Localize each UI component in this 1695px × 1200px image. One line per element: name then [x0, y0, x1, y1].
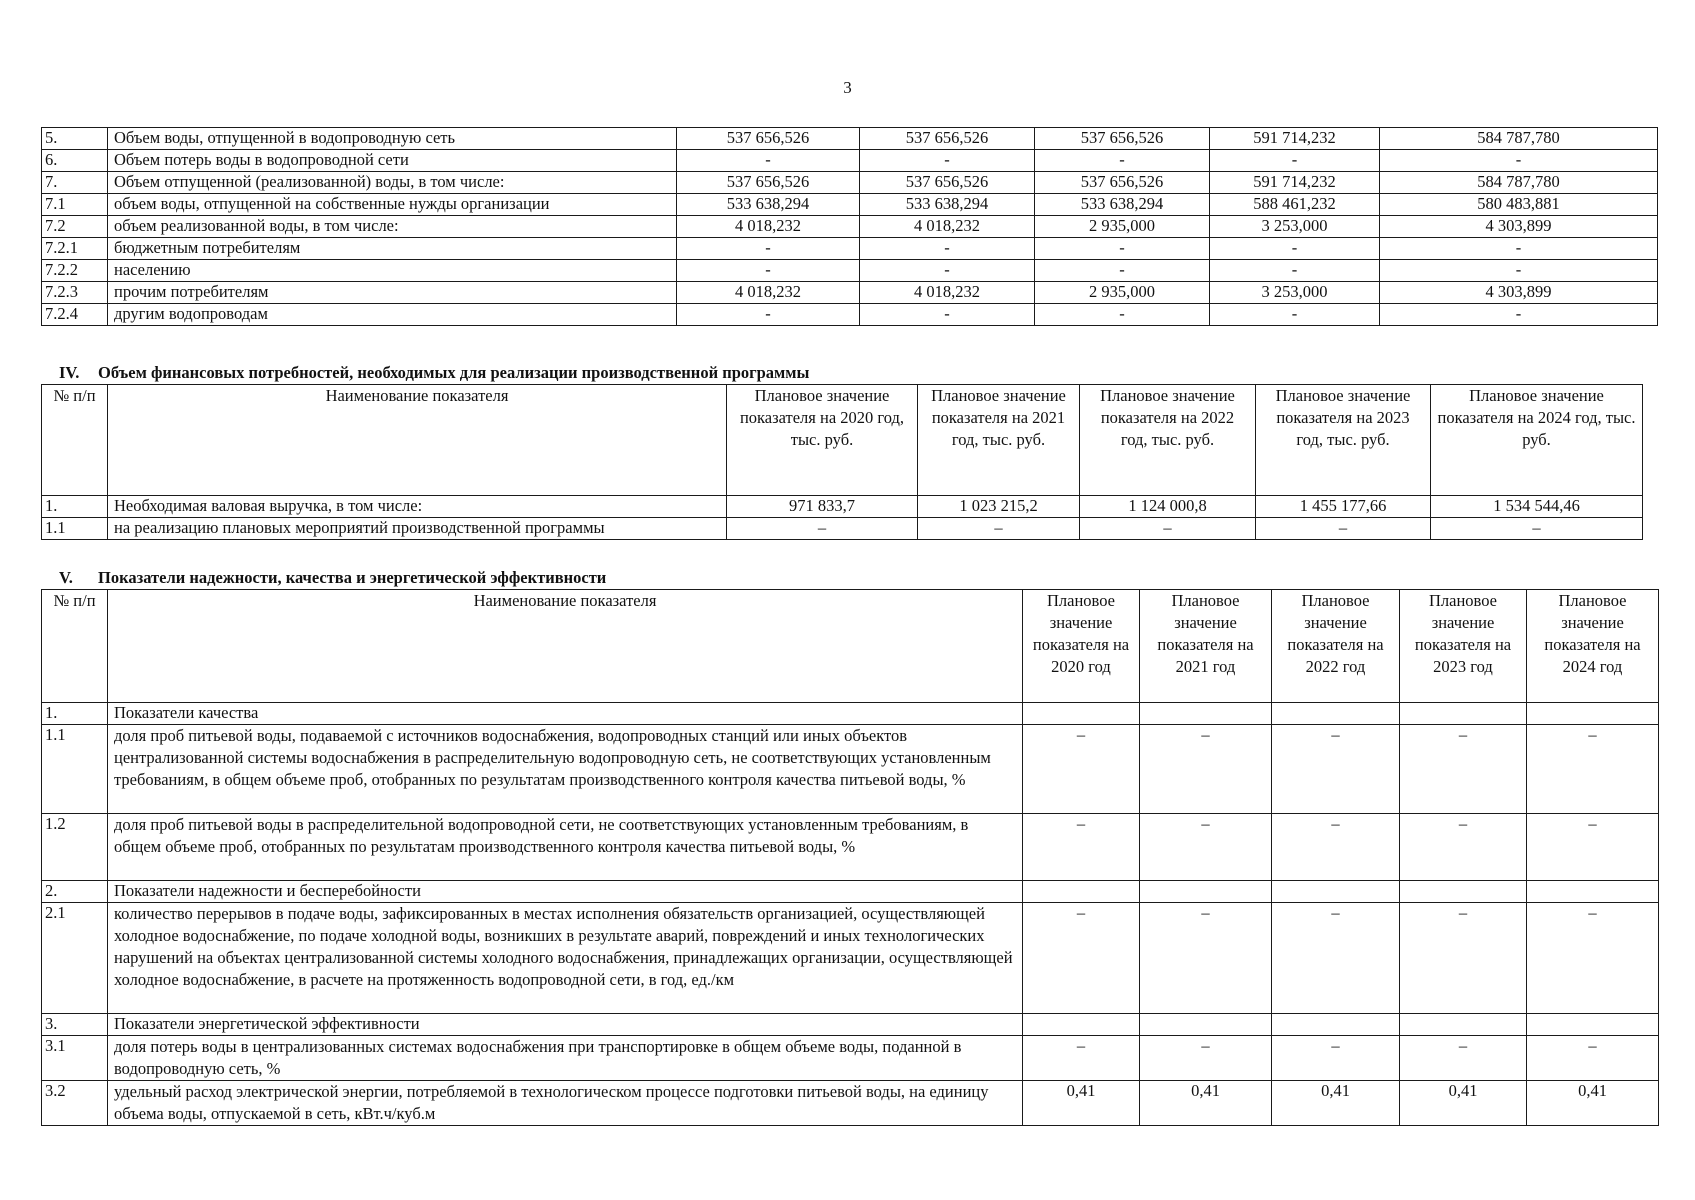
water-volume-table: [41, 127, 1658, 326]
row-number: 7.2: [42, 216, 108, 238]
value-2023: 591 714,232: [1210, 172, 1380, 194]
value-2021: –: [1140, 903, 1272, 1014]
value-2021: -: [860, 260, 1035, 282]
table-row: [42, 172, 1658, 194]
value-2024: -: [1380, 150, 1658, 172]
value-2024: –: [1431, 518, 1643, 540]
value-2021: –: [1140, 1036, 1272, 1081]
row-name: доля проб питьевой воды, подаваемой с источников водоснабжения, водопроводных станций или иных объектов централизованной системы водоснабжения в распределительную водопроводную сеть, не соответствующих установленным требованиям, в общем объеме проб, отобранных по результатам производственного контроля качества питьевой воды, %: [108, 725, 1023, 814]
table-row: [42, 725, 1659, 814]
row-name: Показатели энергетической эффективности: [108, 1014, 1023, 1036]
value-2022: [1272, 703, 1400, 725]
row-number: 5.: [42, 128, 108, 150]
row-name: удельный расход электрической энергии, потребляемой в технологическом процессе подготовки питьевой воды, на единицу объема воды, отпускаемой в сеть, кВт.ч/куб.м: [108, 1081, 1023, 1126]
value-2023: 588 461,232: [1210, 194, 1380, 216]
value-2022: -: [1035, 260, 1210, 282]
value-2021: [1140, 881, 1272, 903]
value-2021: [1140, 1014, 1272, 1036]
value-2022: 1 124 000,8: [1080, 496, 1256, 518]
value-2020: [1023, 881, 1140, 903]
row-number: 1.1: [42, 725, 108, 814]
col-header-2022: Плановое значение показателя на 2022 год, тыс. руб.: [1080, 385, 1256, 496]
value-2020: 4 018,232: [677, 216, 860, 238]
table-row: [42, 518, 1643, 540]
row-number: 1.1: [42, 518, 108, 540]
row-name: на реализацию плановых мероприятий производственной программы: [108, 518, 727, 540]
table-row: [42, 703, 1659, 725]
value-2020: 4 018,232: [677, 282, 860, 304]
value-2023: [1400, 881, 1527, 903]
row-number: 1.: [42, 703, 108, 725]
value-2023: -: [1210, 304, 1380, 326]
value-2023: 0,41: [1400, 1081, 1527, 1126]
value-2024: 584 787,780: [1380, 128, 1658, 150]
value-2023: [1400, 703, 1527, 725]
table-row: [42, 216, 1658, 238]
col-header-2020: Плановое значение показателя на 2020 год: [1023, 590, 1140, 703]
value-2023: 591 714,232: [1210, 128, 1380, 150]
value-2021: -: [860, 150, 1035, 172]
row-name: Объем отпущенной (реализованной) воды, в том числе:: [108, 172, 677, 194]
value-2023: -: [1210, 150, 1380, 172]
value-2021: 4 018,232: [860, 216, 1035, 238]
section-heading: Объем финансовых потребностей, необходимых для реализации производственной программы: [98, 363, 810, 382]
value-2023: –: [1400, 1036, 1527, 1081]
table-row: [42, 238, 1658, 260]
table-row: [42, 150, 1658, 172]
row-number: 3.1: [42, 1036, 108, 1081]
value-2020: –: [1023, 1036, 1140, 1081]
table-row: [42, 1081, 1659, 1126]
value-2024: -: [1380, 304, 1658, 326]
value-2023: –: [1256, 518, 1431, 540]
value-2022: -: [1035, 238, 1210, 260]
row-name: Объем воды, отпущенной в водопроводную сеть: [108, 128, 677, 150]
row-name: количество перерывов в подаче воды, зафиксированных в местах исполнения обязательств организацией, осуществляющей холодное водоснабжение, по подаче холодной воды, возникших в результате аварий, повреждений и иных технологических нарушений на объектах централизованной системы холодного водоснабжения, принадлежащих организации, осуществляющей холодное водоснабжение, в расчете на протяженность водопроводной сети, в год, ед./км: [108, 903, 1023, 1014]
value-2023: –: [1400, 725, 1527, 814]
row-number: 7.: [42, 172, 108, 194]
value-2021: 4 018,232: [860, 282, 1035, 304]
row-name: Показатели надежности и бесперебойности: [108, 881, 1023, 903]
row-name: объем реализованной воды, в том числе:: [108, 216, 677, 238]
value-2023: -: [1210, 238, 1380, 260]
value-2024: [1527, 1014, 1659, 1036]
value-2022: 537 656,526: [1035, 128, 1210, 150]
value-2024: 584 787,780: [1380, 172, 1658, 194]
row-number: 7.2.4: [42, 304, 108, 326]
table-row: [42, 128, 1658, 150]
table-header-row: [42, 590, 1659, 703]
col-header-name: Наименование показателя: [108, 385, 727, 496]
value-2024: –: [1527, 814, 1659, 881]
value-2021: –: [1140, 725, 1272, 814]
col-header-2023: Плановое значение показателя на 2023 год: [1400, 590, 1527, 703]
value-2022: 2 935,000: [1035, 282, 1210, 304]
value-2020: –: [1023, 814, 1140, 881]
value-2024: 4 303,899: [1380, 282, 1658, 304]
row-name: другим водопроводам: [108, 304, 677, 326]
value-2020: –: [1023, 725, 1140, 814]
value-2022: –: [1272, 903, 1400, 1014]
value-2021: 537 656,526: [860, 172, 1035, 194]
col-header-number: № п/п: [42, 385, 108, 496]
value-2022: 2 935,000: [1035, 216, 1210, 238]
section-iv-title: [41, 363, 809, 383]
value-2024: -: [1380, 238, 1658, 260]
row-name: доля потерь воды в централизованных системах водоснабжения при транспортировке в общем объеме воды, поданной в водопроводную сеть, %: [108, 1036, 1023, 1081]
value-2022: 0,41: [1272, 1081, 1400, 1126]
value-2022: –: [1272, 725, 1400, 814]
value-2021: –: [1140, 814, 1272, 881]
section-number: V.: [59, 568, 73, 587]
value-2024: –: [1527, 903, 1659, 1014]
row-number: 1.: [42, 496, 108, 518]
table-row: [42, 1014, 1659, 1036]
row-name: Объем потерь воды в водопроводной сети: [108, 150, 677, 172]
row-name: объем воды, отпущенной на собственные нужды организации: [108, 194, 677, 216]
row-name: прочим потребителям: [108, 282, 677, 304]
value-2024: 1 534 544,46: [1431, 496, 1643, 518]
row-number: 2.: [42, 881, 108, 903]
value-2020: 537 656,526: [677, 172, 860, 194]
table-header-row: [42, 385, 1643, 496]
value-2021: [1140, 703, 1272, 725]
section-v-title: [41, 568, 606, 588]
value-2024: 0,41: [1527, 1081, 1659, 1126]
value-2020: 533 638,294: [677, 194, 860, 216]
table-row: [42, 881, 1659, 903]
value-2020: 0,41: [1023, 1081, 1140, 1126]
value-2022: –: [1272, 1036, 1400, 1081]
row-name: населению: [108, 260, 677, 282]
value-2020: –: [727, 518, 918, 540]
value-2024: [1527, 881, 1659, 903]
row-number: 7.2.2: [42, 260, 108, 282]
value-2020: -: [677, 238, 860, 260]
value-2020: 537 656,526: [677, 128, 860, 150]
table-row: [42, 304, 1658, 326]
value-2023: 1 455 177,66: [1256, 496, 1431, 518]
value-2024: –: [1527, 725, 1659, 814]
row-number: 7.2.3: [42, 282, 108, 304]
col-header-2023: Плановое значение показателя на 2023 год, тыс. руб.: [1256, 385, 1431, 496]
table-row: [42, 260, 1658, 282]
reliability-indicators-table: [41, 589, 1659, 1126]
value-2021: –: [918, 518, 1080, 540]
value-2022: –: [1272, 814, 1400, 881]
value-2023: –: [1400, 903, 1527, 1014]
row-number: 2.1: [42, 903, 108, 1014]
value-2023: 3 253,000: [1210, 216, 1380, 238]
value-2022: -: [1035, 304, 1210, 326]
row-name: доля проб питьевой воды в распределительной водопроводной сети, не соответствующих установленным требованиям, в общем объеме проб, отобранных по результатам производственного контроля качества питьевой воды, %: [108, 814, 1023, 881]
value-2020: –: [1023, 903, 1140, 1014]
table-row: [42, 496, 1643, 518]
value-2024: [1527, 703, 1659, 725]
page-number: 3: [843, 78, 852, 97]
value-2022: [1272, 1014, 1400, 1036]
value-2021: 0,41: [1140, 1081, 1272, 1126]
row-number: 6.: [42, 150, 108, 172]
col-header-2024: Плановое значение показателя на 2024 год, тыс. руб.: [1431, 385, 1643, 496]
value-2020: [1023, 1014, 1140, 1036]
value-2020: [1023, 703, 1140, 725]
financial-needs-table: [41, 384, 1643, 540]
row-name: Необходимая валовая выручка, в том числе:: [108, 496, 727, 518]
row-number: 1.2: [42, 814, 108, 881]
value-2020: -: [677, 304, 860, 326]
value-2022: –: [1080, 518, 1256, 540]
value-2020: -: [677, 150, 860, 172]
value-2023: 3 253,000: [1210, 282, 1380, 304]
col-header-2021: Плановое значение показателя на 2021 год, тыс. руб.: [918, 385, 1080, 496]
value-2021: -: [860, 304, 1035, 326]
value-2024: 4 303,899: [1380, 216, 1658, 238]
col-header-2021: Плановое значение показателя на 2021 год: [1140, 590, 1272, 703]
value-2021: 537 656,526: [860, 128, 1035, 150]
value-2022: [1272, 881, 1400, 903]
row-name: Показатели качества: [108, 703, 1023, 725]
value-2020: -: [677, 260, 860, 282]
row-number: 7.2.1: [42, 238, 108, 260]
section-heading: Показатели надежности, качества и энергетической эффективности: [98, 568, 607, 587]
value-2021: 533 638,294: [860, 194, 1035, 216]
value-2022: 537 656,526: [1035, 172, 1210, 194]
value-2020: 971 833,7: [727, 496, 918, 518]
section-number: IV.: [59, 363, 80, 382]
value-2023: -: [1210, 260, 1380, 282]
value-2024: 580 483,881: [1380, 194, 1658, 216]
col-header-name: Наименование показателя: [108, 590, 1023, 703]
row-number: 3.2: [42, 1081, 108, 1126]
row-number: 7.1: [42, 194, 108, 216]
table-row: [42, 282, 1658, 304]
value-2024: -: [1380, 260, 1658, 282]
table-row: [42, 814, 1659, 881]
col-header-number: № п/п: [42, 590, 108, 703]
col-header-2024: Плановое значение показателя на 2024 год: [1527, 590, 1659, 703]
value-2023: –: [1400, 814, 1527, 881]
value-2021: 1 023 215,2: [918, 496, 1080, 518]
table-row: [42, 194, 1658, 216]
value-2021: -: [860, 238, 1035, 260]
value-2022: 533 638,294: [1035, 194, 1210, 216]
table-row: [42, 1036, 1659, 1081]
row-number: 3.: [42, 1014, 108, 1036]
col-header-2022: Плановое значение показателя на 2022 год: [1272, 590, 1400, 703]
col-header-2020: Плановое значение показателя на 2020 год, тыс. руб.: [727, 385, 918, 496]
value-2022: -: [1035, 150, 1210, 172]
row-name: бюджетным потребителям: [108, 238, 677, 260]
value-2024: –: [1527, 1036, 1659, 1081]
table-row: [42, 903, 1659, 1014]
value-2023: [1400, 1014, 1527, 1036]
